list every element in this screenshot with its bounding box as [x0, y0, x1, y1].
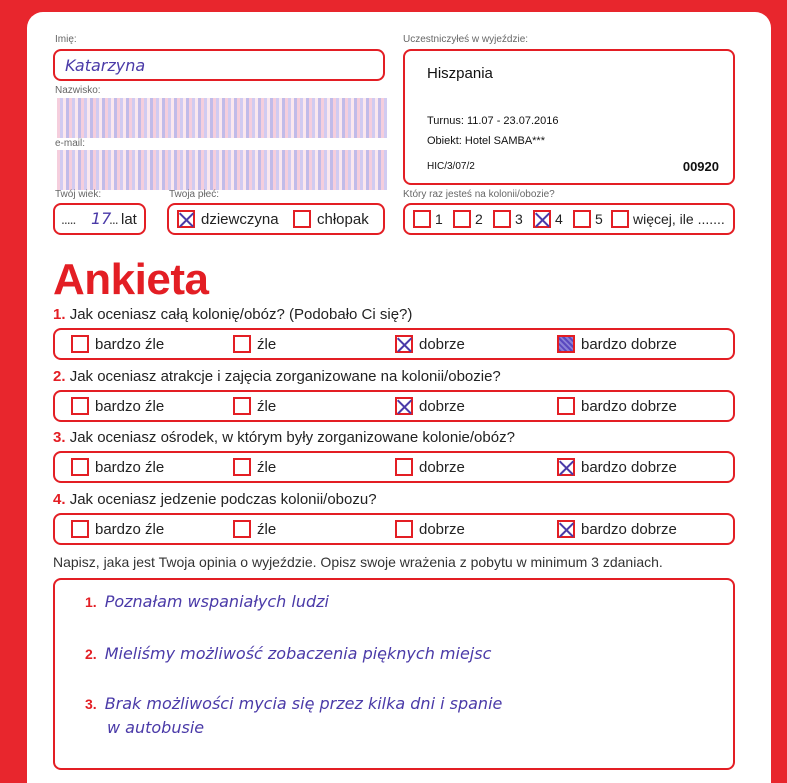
age-unit: lat — [121, 211, 137, 228]
trip-code: HIC/3/07/2 — [427, 161, 475, 172]
gender-option-girl[interactable]: dziewczyna — [177, 210, 279, 228]
name-field[interactable] — [53, 49, 385, 81]
question-3: 3. Jak oceniasz ośrodek, w którym były zorganizowane kolonie/obóz? — [53, 429, 515, 446]
checkbox-icon[interactable] — [293, 210, 311, 228]
question-1: 1. Jak oceniasz całą kolonię/obóz? (Podobało Ci się?) — [53, 306, 413, 323]
page-title: Ankieta — [53, 255, 209, 304]
checkbox-icon[interactable] — [557, 397, 575, 415]
name-label: Imię: — [55, 34, 77, 45]
checkbox-icon[interactable] — [233, 520, 251, 538]
rating-option[interactable]: dobrze — [395, 458, 465, 476]
rating-option[interactable]: źle — [233, 458, 276, 476]
checkbox-icon[interactable] — [71, 520, 89, 538]
age-field[interactable]: ..... 17 ... lat — [53, 203, 146, 235]
checkbox-icon[interactable] — [395, 335, 413, 353]
rating-option[interactable]: bardzo dobrze — [557, 397, 677, 415]
checkbox-icon[interactable] — [557, 520, 575, 538]
checkbox-icon[interactable] — [71, 458, 89, 476]
checkbox-icon[interactable] — [395, 458, 413, 476]
checkbox-icon[interactable] — [71, 335, 89, 353]
rating-row-1 — [53, 328, 735, 360]
rating-option[interactable]: dobrze — [395, 397, 465, 415]
trip-label: Uczestniczyłeś w wyjeździe: — [403, 34, 529, 45]
checkbox-icon[interactable] — [233, 335, 251, 353]
checkbox-icon[interactable] — [557, 458, 575, 476]
rating-option[interactable]: bardzo źle — [71, 397, 164, 415]
age-label: Twój wiek: — [55, 189, 102, 200]
rating-option[interactable]: źle — [233, 520, 276, 538]
opinion-line-3-cont: w autobusie — [107, 718, 205, 737]
opinion-line-3: 3. Brak możliwości mycia się przez kilka dni i spanie — [85, 694, 503, 713]
trip-object: Obiekt: Hotel SAMBA*** — [427, 135, 545, 147]
trip-turnus: Turnus: 11.07 - 23.07.2016 — [427, 115, 559, 127]
question-4: 4. Jak oceniasz jedzenie podczas kolonii/obozu? — [53, 491, 377, 508]
stay-option-4[interactable]: 4 — [533, 210, 563, 228]
rating-option[interactable]: bardzo dobrze — [557, 520, 677, 538]
stay-count-label: Który raz jesteś na kolonii/obozie? — [403, 189, 555, 200]
rating-row-4 — [53, 513, 735, 545]
age-value: 17 — [91, 209, 112, 228]
surname-label: Nazwisko: — [55, 85, 101, 96]
checkbox-icon[interactable] — [493, 210, 511, 228]
trip-destination: Hiszpania — [427, 65, 493, 82]
checkbox-icon[interactable] — [233, 458, 251, 476]
checkbox-icon[interactable] — [453, 210, 471, 228]
rating-row-3 — [53, 451, 735, 483]
rating-option[interactable]: źle — [233, 397, 276, 415]
rating-option[interactable]: źle — [233, 335, 276, 353]
stay-count-field — [403, 203, 735, 235]
checkbox-icon[interactable] — [611, 210, 629, 228]
stay-option-2[interactable]: 2 — [453, 210, 483, 228]
checkbox-icon[interactable] — [413, 210, 431, 228]
stay-option-3[interactable]: 3 — [493, 210, 523, 228]
checkbox-icon[interactable] — [177, 210, 195, 228]
rating-option[interactable]: bardzo źle — [71, 458, 164, 476]
rating-row-2 — [53, 390, 735, 422]
gender-option-boy[interactable]: chłopak — [293, 210, 369, 228]
checkbox-icon[interactable] — [573, 210, 591, 228]
age-dots: ..... — [61, 211, 76, 227]
stay-option-more[interactable]: więcej, ile ....... — [611, 210, 725, 228]
survey-sheet — [27, 12, 771, 783]
surname-redacted — [57, 98, 387, 138]
checkbox-icon[interactable] — [557, 335, 575, 353]
rating-option[interactable]: dobrze — [395, 520, 465, 538]
checkbox-icon[interactable] — [71, 397, 89, 415]
trip-number: 00920 — [682, 159, 719, 174]
gender-field — [167, 203, 385, 235]
email-label: e-mail: — [55, 138, 86, 149]
checkbox-icon[interactable] — [395, 397, 413, 415]
name-value: Katarzyna — [65, 56, 146, 75]
opinion-prompt: Napisz, jaka jest Twoja opinia o wyjeździe. Opisz swoje wrażenia z pobytu w minimum 3 zdaniach. — [53, 554, 663, 570]
stay-option-1[interactable]: 1 — [413, 210, 443, 228]
rating-option[interactable]: bardzo dobrze — [557, 335, 677, 353]
rating-option[interactable]: bardzo dobrze — [557, 458, 677, 476]
opinion-line-1: 1. Poznałam wspaniałych ludzi — [85, 592, 329, 611]
checkbox-icon[interactable] — [533, 210, 551, 228]
gender-label: Twoja płeć: — [169, 189, 220, 200]
trip-card — [403, 49, 735, 185]
question-2: 2. Jak oceniasz atrakcje i zajęcia zorganizowane na kolonii/obozie? — [53, 368, 501, 385]
opinion-line-2: 2. Mieliśmy możliwość zobaczenia pięknych miejsc — [85, 644, 492, 663]
opinion-textarea[interactable] — [53, 578, 735, 770]
rating-option[interactable]: bardzo źle — [71, 335, 164, 353]
checkbox-icon[interactable] — [395, 520, 413, 538]
stay-option-5[interactable]: 5 — [573, 210, 603, 228]
rating-option[interactable]: bardzo źle — [71, 520, 164, 538]
email-redacted — [57, 150, 387, 190]
checkbox-icon[interactable] — [233, 397, 251, 415]
rating-option[interactable]: dobrze — [395, 335, 465, 353]
